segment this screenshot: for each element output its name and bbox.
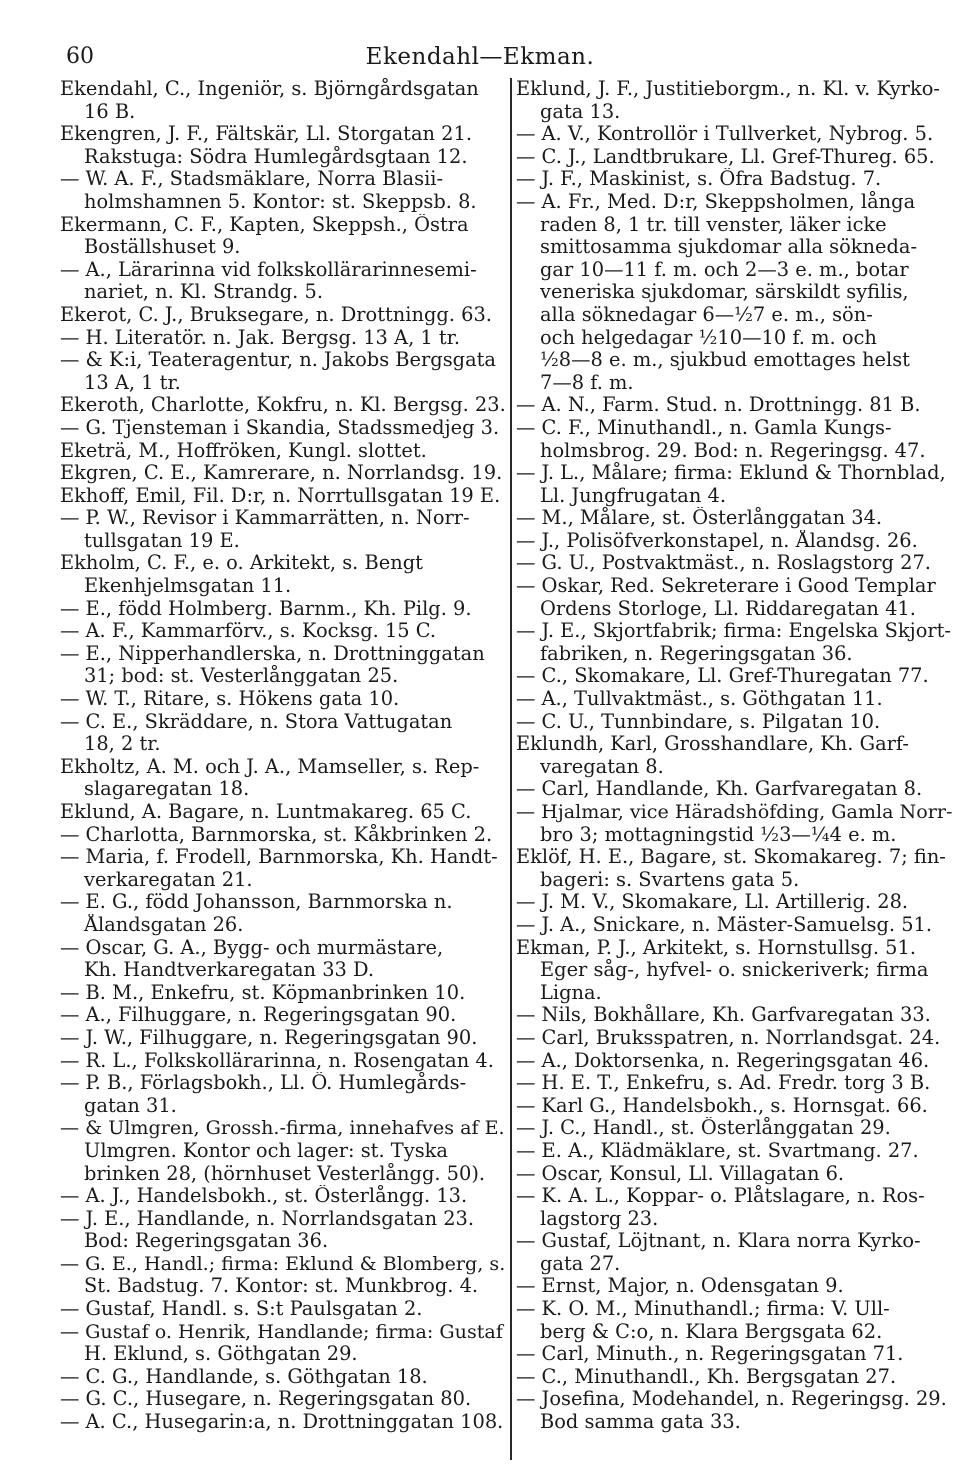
directory-line: — A., Doktorsenka, n. Regeringsgatan 46. — [516, 1049, 930, 1072]
directory-line: gar 10—11 f. m. och 2—3 e. m., botar — [540, 258, 909, 281]
directory-line: — Oscar, G. A., Bygg- och murmästare, — [60, 936, 444, 959]
directory-line: holmshamnen 5. Kontor: st. Skeppsb. 8. — [84, 190, 477, 213]
directory-line: — Carl, Bruksspatren, n. Norrlandsgat. 24. — [516, 1026, 941, 1049]
directory-line: — P. W., Revisor i Kammarrätten, n. Norr- — [60, 507, 470, 530]
directory-line: St. Badstug. 7. Kontor: st. Munkbrog. 4. — [84, 1275, 479, 1298]
directory-line: holmsbrog. 29. Bod: n. Regeringsg. 47. — [540, 439, 926, 462]
directory-line: — Charlotta, Barnmorska, st. Kåkbrinken 2. — [60, 823, 493, 846]
directory-line: — & K:i, Teateragentur, n. Jakobs Bergsgata — [60, 349, 496, 372]
directory-line: Eklöf, H. E., Bagare, st. Skomakareg. 7; fin- — [516, 846, 946, 869]
directory-line: Bod: Regeringsgatan 36. — [84, 1230, 329, 1253]
directory-line: Ekerot, C. J., Bruksegare, n. Drottningg. 63. — [60, 303, 492, 326]
directory-line: bro 3; mottagningstid ½3—¼4 e. m. — [540, 823, 897, 846]
directory-line: Ekman, P. J., Arkitekt, s. Hornstullsg. 51. — [516, 936, 917, 959]
directory-line: slagaregatan 18. — [84, 778, 250, 801]
directory-line: — M., Målare, st. Österlånggatan 34. — [516, 507, 883, 530]
directory-line: — G. C., Husegare, n. Regeringsgatan 80. — [60, 1388, 472, 1411]
directory-line: — G. U., Postvaktmäst., n. Roslagstorg 27. — [516, 552, 931, 575]
directory-line: — E., Nipperhandlerska, n. Drottninggatan — [60, 642, 485, 665]
directory-line: — Oskar, Red. Sekreterare i Good Templar — [516, 575, 936, 598]
directory-line: brinken 28, (hörnhuset Vesterlångg. 50). — [84, 1162, 486, 1185]
directory-line: och helgedagar ½10—10 f. m. och — [540, 326, 877, 349]
directory-line: — C. F., Minuthandl., n. Gamla Kungs- — [516, 416, 892, 439]
directory-line: — J. E., Skjortfabrik; firma: Engelska Skjort- — [516, 620, 951, 643]
directory-line: — J. E., Handlande, n. Norrlandsgatan 23. — [60, 1207, 475, 1230]
directory-line: — C., Minuthandl., Kh. Bergsgatan 27. — [516, 1365, 897, 1388]
directory-line: — Gustaf o. Henrik, Handlande; firma: Gustaf — [60, 1320, 503, 1343]
directory-line: — K. A. L., Koppar- o. Plåtslagare, n. Ros- — [516, 1185, 925, 1208]
directory-line: Ålandsgatan 26. — [84, 913, 244, 936]
directory-line: — Nils, Bokhållare, Kh. Garfvaregatan 33. — [516, 1004, 931, 1027]
directory-line: — A. N., Farm. Stud. n. Drottningg. 81 B. — [516, 394, 921, 417]
directory-line: gatan 31. — [84, 1094, 177, 1117]
directory-line: Ll. Jungfrugatan 4. — [540, 484, 726, 507]
directory-line: Kh. Handtverkaregatan 33 D. — [84, 959, 375, 982]
directory-line: bageri: s. Svartens gata 5. — [540, 868, 800, 891]
directory-line: Ekeroth, Charlotte, Kokfru, n. Kl. Bergsg. 23. — [60, 394, 506, 417]
directory-line: Ekenhjelmsgatan 11. — [84, 575, 292, 598]
directory-line: Ordens Storloge, Ll. Riddaregatan 41. — [540, 597, 916, 620]
directory-line: tullsgatan 19 E. — [84, 529, 240, 552]
directory-line: — J. L., Målare; firma: Eklund & Thornblad, — [516, 462, 946, 485]
directory-line: — J. C., Handl., st. Österlånggatan 29. — [516, 1117, 891, 1140]
directory-line: — H. Literatör. n. Jak. Bergsg. 13 A, 1 tr. — [60, 326, 460, 349]
directory-line: — A. F., Kammarförv., s. Kocksg. 15 C. — [60, 620, 437, 643]
directory-line: — & Ulmgren, Grossh.-firma, innehafves af E. — [60, 1117, 505, 1140]
directory-line: — Hjalmar, vice Häradshöfding, Gamla Norr- — [516, 801, 953, 823]
directory-line: — Karl G., Handelsbokh., s. Hornsgat. 66. — [516, 1094, 928, 1117]
directory-line: — K. O. M., Minuthandl.; firma: V. Ull- — [516, 1298, 890, 1321]
directory-line: Eger såg-, hyfvel- o. snickeriverk; firma — [540, 959, 929, 982]
directory-line: — C. G., Handlande, s. Göthgatan 18. — [60, 1365, 428, 1388]
directory-line: — P. B., Förlagsbokh., Ll. Ö. Humlegårds- — [60, 1072, 467, 1095]
directory-line: — R. L., Folkskollärarinna, n. Rosengatan 4. — [60, 1049, 494, 1072]
directory-line: 7—8 f. m. — [540, 371, 634, 394]
directory-line: Rakstuga: Södra Humlegårdsgtaan 12. — [84, 145, 468, 168]
page-number: 60 — [66, 44, 94, 69]
directory-line: — H. E. T., Enkefru, s. Ad. Fredr. torg 3 B. — [516, 1072, 931, 1095]
directory-line: Ekholm, C. F., e. o. Arkitekt, s. Bengt — [60, 552, 423, 575]
directory-line: — A., Filhuggare, n. Regeringsgatan 90. — [60, 1004, 457, 1027]
directory-line: — A., Lärarinna vid folkskollärarinnesemi- — [60, 258, 477, 281]
directory-line: — C. E., Skräddare, n. Stora Vattugatan — [60, 710, 453, 733]
directory-line: — G. E., Handl.; firma: Eklund & Blomberg, s. — [60, 1252, 506, 1275]
running-head: Ekendahl—Ekman. — [365, 44, 595, 70]
directory-line: — E. A., Klädmäklare, st. Svartmang. 27. — [516, 1139, 919, 1162]
directory-line: smittosamma sjukdomar alla sökneda- — [540, 236, 918, 259]
directory-line: Ekhoff, Emil, Fil. D:r, n. Norrtullsgatan 19 E. — [60, 484, 501, 507]
directory-line: Ekendahl, C., Ingeniör, s. Björngårdsgatan — [60, 78, 479, 100]
directory-line: — J. A., Snickare, n. Mäster-Samuelsg. 51. — [516, 913, 933, 936]
directory-line: ½8—8 e. m., sjukbud emottages helst — [540, 349, 910, 372]
directory-line: Eketrä, M., Hoffröken, Kungl. slottet. — [60, 439, 427, 462]
directory-line: — G. Tjensteman i Skandia, Stadssmedjeg 3. — [60, 416, 500, 439]
directory-line: Ekermann, C. F., Kapten, Skeppsh., Östra — [60, 213, 469, 236]
directory-line: — Ernst, Major, n. Odensgatan 9. — [516, 1275, 844, 1298]
directory-line: Ekengren, J. F., Fältskär, Ll. Storgatan 21. — [60, 123, 473, 146]
directory-line: — Carl, Handlande, Kh. Garfvaregatan 8. — [516, 778, 923, 801]
right-column — [516, 78, 956, 1434]
left-column — [60, 78, 508, 1434]
directory-line: 31; bod: st. Vesterlånggatan 25. — [84, 665, 399, 688]
column-divider — [510, 78, 512, 1460]
directory-line: veneriska sjukdomar, särskildt syfilis, — [540, 281, 909, 304]
page-header — [0, 44, 960, 78]
directory-line: — Carl, Minuth., n. Regeringsgatan 71. — [516, 1343, 904, 1366]
directory-line: — A. J., Handelsbokh., st. Österlångg. 13. — [60, 1185, 468, 1208]
directory-line: Eklund, A. Bagare, n. Luntmakareg. 65 C. — [60, 801, 472, 823]
directory-line: — Gustaf, Handl. s. S:t Paulsgatan 2. — [60, 1298, 423, 1321]
directory-line: varegatan 8. — [540, 755, 664, 778]
directory-line: — B. M., Enkefru, st. Köpmanbrinken 10. — [60, 981, 466, 1004]
directory-line: lagstorg 23. — [540, 1207, 659, 1230]
directory-line: gata 13. — [540, 100, 621, 123]
directory-line: berg & C:o, n. Klara Bergsgata 62. — [540, 1320, 883, 1343]
directory-line: — Maria, f. Frodell, Barnmorska, Kh. Handt- — [60, 846, 498, 869]
directory-line: Ligna. — [540, 981, 602, 1004]
directory-line: Eklundh, Karl, Grosshandlare, Kh. Garf- — [516, 733, 909, 756]
directory-line: 16 B. — [84, 100, 136, 123]
directory-line: raden 8, 1 tr. till venster, läker icke — [540, 213, 887, 236]
directory-line: alla söknedagar 6—½7 e. m., sön- — [540, 303, 873, 326]
directory-line: — C. U., Tunnbindare, s. Pilgatan 10. — [516, 710, 881, 733]
directory-line: gata 27. — [540, 1252, 621, 1275]
directory-line: — Gustaf, Löjtnant, n. Klara norra Kyrko- — [516, 1230, 921, 1253]
directory-line: fabriken, n. Regeringsgatan 36. — [540, 642, 853, 665]
directory-line: — C., Skomakare, Ll. Gref-Thuregatan 77. — [516, 665, 929, 688]
directory-line: Bod samma gata 33. — [540, 1411, 741, 1434]
directory-line: — J., Polisöfverkonstapel, n. Ålandsg. 26. — [516, 529, 918, 552]
directory-line: Ulmgren. Kontor och lager: st. Tyska — [84, 1139, 448, 1162]
directory-line: — A. C., Husegarin:a, n. Drottninggatan 108. — [60, 1411, 504, 1434]
directory-line: — W. A. F., Stadsmäklare, Norra Blasii- — [60, 168, 444, 191]
directory-line: — E. G., född Johansson, Barnmorska n. — [60, 891, 453, 914]
directory-line: nariet, n. Kl. Strandg. 5. — [84, 281, 323, 304]
directory-line: — A. Fr., Med. D:r, Skeppsholmen, långa — [516, 190, 916, 213]
directory-line: Ekholtz, A. M. och J. A., Mamseller, s. Rep- — [60, 755, 480, 778]
directory-line: — J. M. V., Skomakare, Ll. Artillerig. 28. — [516, 891, 909, 914]
directory-line: H. Eklund, s. Göthgatan 29. — [84, 1343, 358, 1366]
directory-line: — A., Tullvaktmäst., s. Göthgatan 11. — [516, 688, 883, 711]
directory-line: Eklund, J. F., Justitieborgm., n. Kl. v. Kyrko- — [516, 78, 940, 100]
directory-line: 13 A, 1 tr. — [84, 371, 181, 394]
directory-line: Boställshuset 9. — [84, 236, 241, 259]
directory-line: — C. J., Landtbrukare, Ll. Gref-Thureg. 65. — [516, 145, 935, 168]
directory-line: — Oscar, Konsul, Ll. Villagatan 6. — [516, 1162, 845, 1185]
directory-line: — J. W., Filhuggare, n. Regeringsgatan 90. — [60, 1026, 478, 1049]
directory-line: — E., född Holmberg. Barnm., Kh. Pilg. 9. — [60, 597, 472, 620]
directory-line: — W. T., Ritare, s. Hökens gata 10. — [60, 688, 400, 711]
directory-line: Ekgren, C. E., Kamrerare, n. Norrlandsg. 19. — [60, 462, 503, 485]
directory-line: verkaregatan 21. — [84, 868, 253, 891]
directory-line: 18, 2 tr. — [84, 733, 161, 756]
directory-line: — Josefina, Modehandel, n. Regeringsg. 29. — [516, 1388, 947, 1411]
directory-line: — A. V., Kontrollör i Tullverket, Nybrog. 5. — [516, 123, 934, 146]
directory-line: — J. F., Maskinist, s. Öfra Badstug. 7. — [516, 168, 882, 191]
